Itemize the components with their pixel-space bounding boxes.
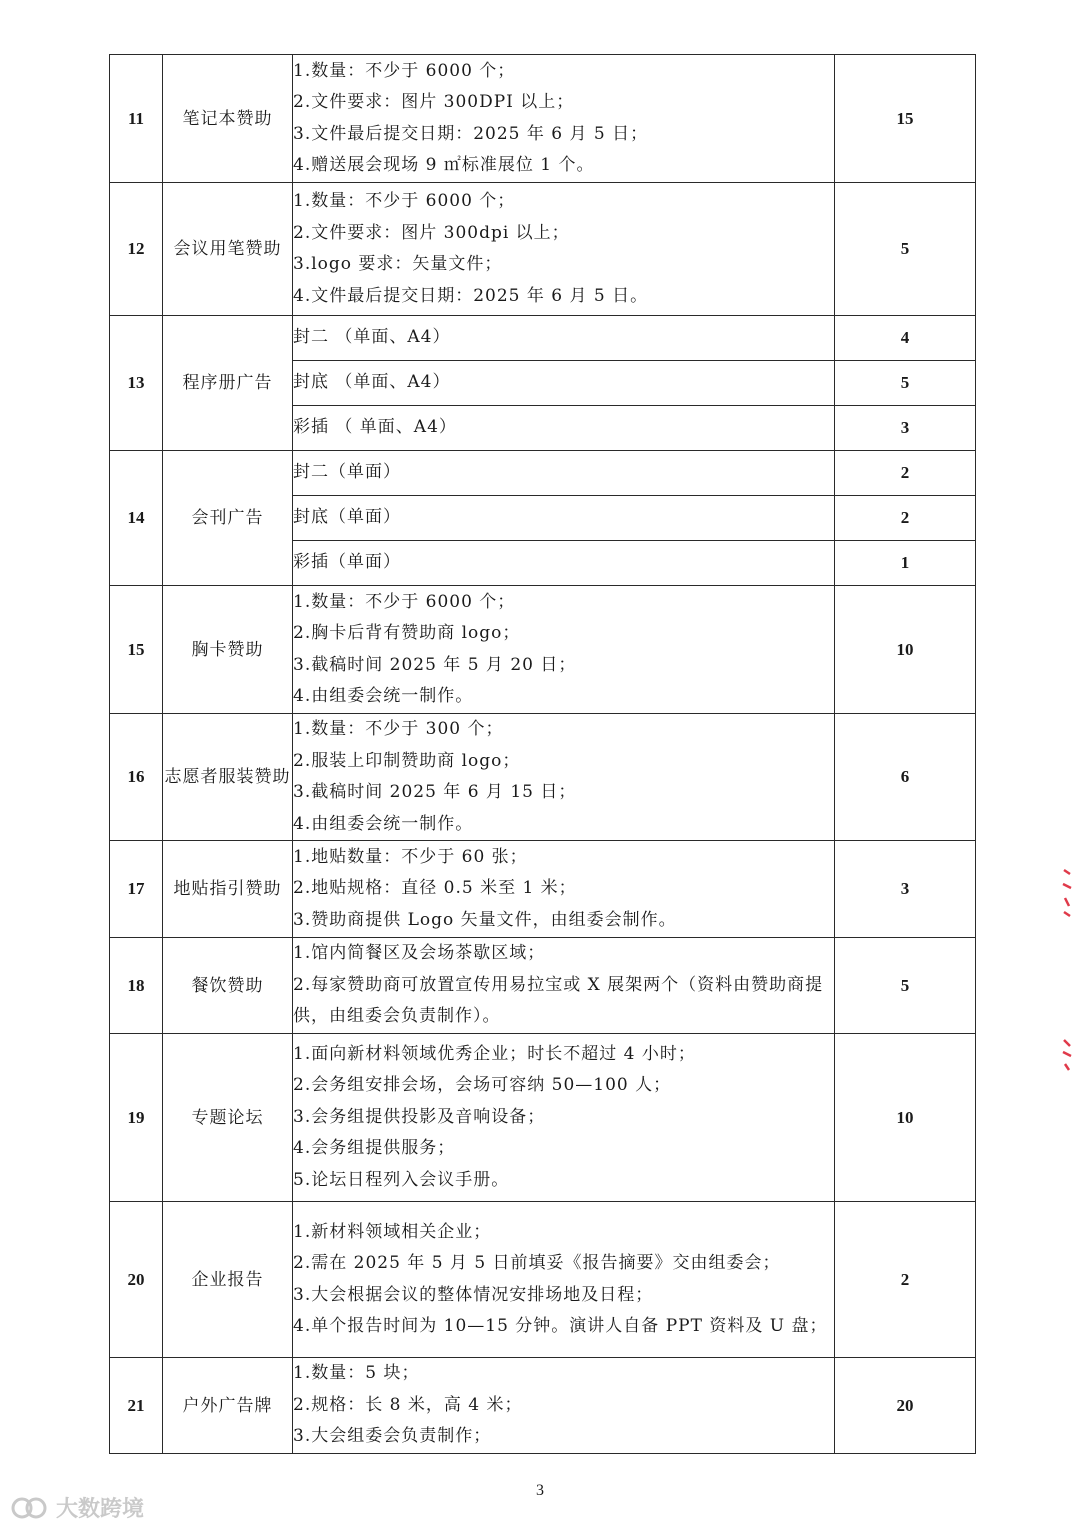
item-number: 11 [110,55,163,183]
description-line: 2.需在 2025 年 5 月 5 日前填妥《报告摘要》交由组委会； [293,1253,781,1273]
item-name: 胸卡赞助 [163,586,293,714]
table-row [110,586,976,714]
item-price: 10 [835,1034,976,1202]
description-line: 3.截稿时间 2025 年 5 月 20 日； [293,654,577,675]
description-line: 2.服装上印制赞助商 logo； [293,750,521,771]
description-line: 1.馆内简餐区及会场茶歇区域； [293,943,546,964]
description-line: 3.会务组提供投影及音响设备； [293,1106,546,1127]
item-price: 5 [835,938,976,1034]
description-line: 2.文件要求：图片 300DPI 以上； [293,92,575,112]
item-number: 15 [110,586,163,714]
description-line: 2.每家赞助商可放置宣传用易拉宝或 X 展架两个（资料由赞助商提供，由组委会负责制作）。 [293,974,824,1027]
option-label: 封底（单面） [293,496,835,541]
item-name: 企业报告 [163,1202,293,1358]
item-number: 13 [110,316,163,451]
item-name: 户外广告牌 [163,1358,293,1454]
item-description [293,55,835,183]
stamp-edge-mark-icon [1060,862,1074,922]
item-number: 14 [110,451,163,586]
sponsorship-table [109,54,976,1454]
description-line: 1.数量：不少于 6000 个； [293,191,516,211]
watermark-text: 大数跨境 [56,1497,145,1522]
table-row [110,714,976,841]
description-line: 1.面向新材料领域优秀企业；时长不超过 4 小时； [293,1043,696,1064]
item-price: 2 [835,1202,976,1358]
description-line: 2.会务组安排会场，会场可容纳 50—100 人； [293,1075,672,1096]
description-line: 4.赠送展会现场 9 ㎡标准展位 1 个。 [293,155,595,175]
option-label: 封底 （单面、A4） [293,361,835,406]
table-row [110,938,976,1034]
description-line: 3.logo 要求：矢量文件； [293,254,503,274]
page-number: 3 [536,1482,544,1499]
item-description [293,938,835,1034]
watermark [10,1492,144,1523]
description-line: 3.大会根据会议的整体情况安排场地及日程； [293,1284,654,1305]
item-price: 5 [835,183,976,316]
item-name: 志愿者服装赞助 [163,714,293,841]
table-row [110,1202,976,1358]
description-line: 4.单个报告时间为 10—15 分钟。演讲人自备 PPT 资料及 U 盘； [293,1316,828,1336]
table-row [110,55,976,183]
item-name: 专题论坛 [163,1034,293,1202]
description-line: 1.新材料领域相关企业； [293,1221,492,1242]
item-description [293,1358,835,1454]
option-price: 3 [835,406,976,451]
description-line: 4.文件最后提交日期：2025 年 6 月 5 日。 [293,285,649,306]
table-row [110,183,976,316]
option-price: 2 [835,451,976,496]
description-line: 2.规格：长 8 米，高 4 米； [293,1394,523,1415]
item-number: 19 [110,1034,163,1202]
description-line: 4.会务组提供服务； [293,1138,456,1159]
item-name: 会议用笔赞助 [163,183,293,316]
item-number: 17 [110,841,163,938]
description-line: 3.大会组委会负责制作； [293,1426,492,1447]
item-number: 21 [110,1358,163,1454]
item-name: 地贴指引赞助 [163,841,293,938]
table-row [110,1358,976,1454]
description-line: 1.数量：不少于 6000 个； [293,60,516,81]
description-line: 1.地贴数量：不少于 60 张； [293,846,528,867]
description-line: 2.胸卡后背有赞助商 logo； [293,623,521,643]
item-price: 6 [835,714,976,841]
description-line: 3.文件最后提交日期：2025 年 6 月 5 日； [293,123,649,144]
option-price: 5 [835,361,976,406]
item-name: 餐饮赞助 [163,938,293,1034]
option-price: 2 [835,496,976,541]
description-line: 3.截稿时间 2025 年 6 月 15 日； [293,782,577,802]
item-description [293,841,835,938]
item-description [293,183,835,316]
description-line: 1.数量：不少于 6000 个； [293,591,516,612]
item-description [293,1202,835,1358]
option-price: 1 [835,541,976,586]
item-number: 18 [110,938,163,1034]
table-row [110,841,976,938]
item-number: 20 [110,1202,163,1358]
option-label: 封二 （单面、A4） [293,316,835,361]
table-row [110,316,976,361]
table-body [110,55,976,1454]
description-line: 2.文件要求：图片 300dpi 以上； [293,222,570,243]
item-price: 3 [835,841,976,938]
description-line: 3.赞助商提供 Logo 矢量文件，由组委会制作。 [293,909,677,930]
item-name: 程序册广告 [163,316,293,451]
watermark-logo-icon [10,1494,50,1522]
description-line: 4.由组委会统一制作。 [293,686,474,706]
description-line: 1.数量：5 块； [293,1363,420,1384]
description-line: 4.由组委会统一制作。 [293,813,474,834]
item-description [293,1034,835,1202]
option-label: 彩插 （ 单面、A4） [293,406,835,451]
item-description [293,714,835,841]
description-line: 5.论坛日程列入会议手册。 [293,1169,510,1190]
item-price: 15 [835,55,976,183]
item-description [293,586,835,714]
item-name: 笔记本赞助 [163,55,293,183]
item-price: 20 [835,1358,976,1454]
stamp-edge-mark-icon [1060,1034,1074,1074]
option-label: 封二（单面） [293,451,835,496]
option-label: 彩插（单面） [293,541,835,586]
option-price: 4 [835,316,976,361]
item-number: 12 [110,183,163,316]
item-price: 10 [835,586,976,714]
item-number: 16 [110,714,163,841]
description-line: 1.数量：不少于 300 个； [293,719,504,739]
item-name: 会刊广告 [163,451,293,586]
description-line: 2.地贴规格：直径 0.5 米至 1 米； [293,878,577,899]
table-row [110,1034,976,1202]
table-row [110,451,976,496]
